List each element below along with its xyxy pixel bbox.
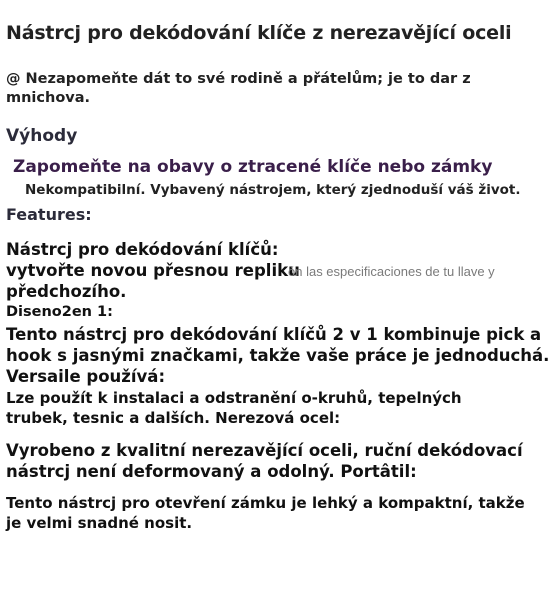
gift-note-line-1: @ Nezapomeňte dát to své rodině a přátelům; je to dar z bbox=[6, 71, 471, 87]
design-label: Diseno2en 1: bbox=[6, 304, 113, 320]
paragraph-line: předchozího. bbox=[6, 282, 127, 301]
paragraph-line: nástrcj není deformovaný a odolný. Portâtil: bbox=[6, 462, 417, 481]
gift-note bbox=[6, 70, 471, 108]
paragraph-line: je velmi snadné nosit. bbox=[6, 514, 193, 532]
feature-paragraph-2in1 bbox=[6, 324, 549, 387]
paragraph-line: trubek, tesnic a dalších. Nerezová ocel: bbox=[6, 409, 341, 427]
feature-paragraph-decoding bbox=[6, 239, 300, 302]
paragraph-line: Lze použít k instalaci a odstranění o-kruhů, tepelných bbox=[6, 389, 462, 407]
gift-note-line-2: mnichova. bbox=[6, 90, 91, 106]
paragraph-line: Tento nástrcj pro otevření zámku je lehký a kompaktní, takže bbox=[6, 494, 525, 512]
benefit-description: Nekompatibilní. Vybavený nástrojem, který zjednoduší váš život. bbox=[25, 182, 521, 198]
paragraph-line: Tento nástrcj pro dekódování klíčů 2 v 1 kombinuje pick a bbox=[6, 325, 542, 344]
benefit-title: Zapomeňte na obavy o ztracené klíče nebo zámky bbox=[13, 157, 493, 177]
page-title: Nástrcj pro dekódování klíče z nerezavějící oceli bbox=[6, 22, 512, 44]
paragraph-line: Nástrcj pro dekódování klíčů: bbox=[6, 240, 279, 259]
features-heading: Features: bbox=[6, 205, 92, 224]
feature-paragraph-portable bbox=[6, 493, 525, 533]
paragraph-line: hook s jasnými značkami, takže vaše práce je jednoduchá. bbox=[6, 346, 550, 365]
paragraph-line: Vyrobeno z kvalitní nerezavějící oceli, ruční dekódovací bbox=[6, 441, 523, 460]
paragraph-line: Versaile používá: bbox=[6, 367, 166, 386]
benefits-heading: Výhody bbox=[6, 126, 78, 146]
feature-paragraph-uses bbox=[6, 388, 462, 428]
paragraph-line: vytvořte novou přesnou repliku bbox=[6, 261, 300, 280]
feature-paragraph-material bbox=[6, 440, 523, 482]
overlay-spanish-text: ón las especificaciones de tu llave y bbox=[288, 264, 495, 279]
